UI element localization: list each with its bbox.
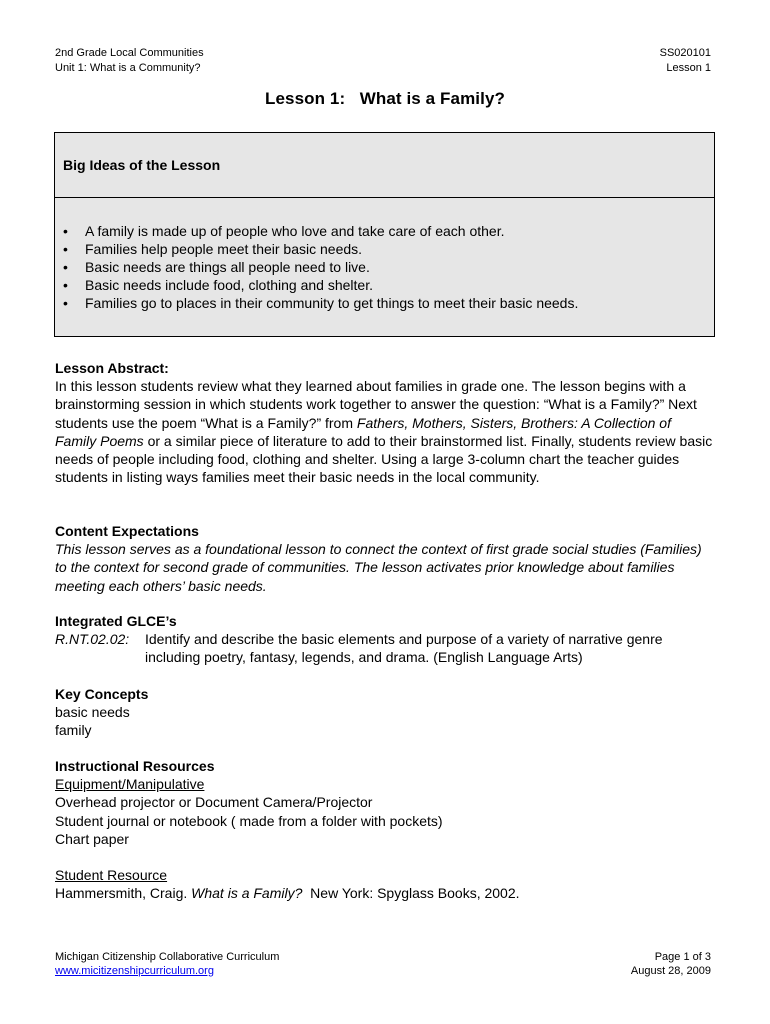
doc-code: SS020101 <box>659 47 711 59</box>
list-item: • A family is made up of people who love and take care of each other. <box>63 223 505 239</box>
equipment-heading: Equipment/Manipulative <box>55 776 205 793</box>
content-expectations-heading: Content Expectations <box>55 523 199 539</box>
unit-name: Unit 1: What is a Community? <box>55 62 201 74</box>
key-concepts-heading: Key Concepts <box>55 686 149 702</box>
abstract-text: In this lesson students review what they learned about families in grade one. The lesson begins with a brainstorming session in which students work together to answer the question: “What is a Family?” Next students use the poem “What is a Family?” from Fathers, Mothers, Sisters, Brothers: A Collection of Family Poems or a similar piece of literature to add to their brainstormed list. Finally, students review basic needs of people including food, clothing and shelter. Using a large 3-column chart the teacher guides students in listing ways families meet their basic needs in the local community. <box>55 378 713 486</box>
bullet-icon: • <box>63 277 68 293</box>
glce-code: R.NT.02.02: <box>55 631 130 648</box>
doc-footer-left <box>55 950 279 978</box>
instructional-resources-section <box>55 757 715 902</box>
bullet-icon: • <box>63 259 68 275</box>
big-ideas-heading: Big Ideas of the Lesson <box>55 133 714 198</box>
bullet-icon: • <box>63 223 68 239</box>
list-item: • Basic needs are things all people need to live. <box>63 259 370 275</box>
page-title: Lesson 1: What is a Family? <box>264 89 505 108</box>
student-resource-citation: Hammersmith, Craig. What is a Family? New York: Spyglass Books, 2002. <box>55 885 520 902</box>
lesson-number: Lesson 1 <box>666 62 711 74</box>
list-item: basic needs <box>55 704 130 721</box>
list-item: Overhead projector or Document Camera/Projector <box>55 794 373 811</box>
big-ideas-box <box>54 132 715 337</box>
list-item: family <box>55 722 92 739</box>
doc-footer-right <box>631 950 711 978</box>
book-title: Fathers, Mothers, Sisters, Brothers: A Collection of Family Poems <box>55 414 671 449</box>
list-item: Student journal or notebook ( made from a folder with pockets) <box>55 812 443 829</box>
list-item: • Families go to places in their community to get things to meet their basic needs. <box>63 295 579 311</box>
book-title: What is a Family? <box>191 885 303 902</box>
glce-text: Identify and describe the basic elements and purpose of a variety of narrative genre including poetry, fantasy, legends, and drama. (English Language Arts) <box>145 631 663 666</box>
list-item: • Basic needs include food, clothing and shelter. <box>63 277 373 293</box>
doc-header-left <box>55 46 204 76</box>
doc-header-right <box>660 46 711 76</box>
curriculum-link[interactable]: www.micitizenshipcurriculum.org <box>55 965 214 977</box>
course-name: 2nd Grade Local Communities <box>55 47 204 59</box>
key-concepts-section <box>55 685 715 740</box>
lesson-abstract-section <box>55 359 715 486</box>
doc-date: August 28, 2009 <box>630 965 711 977</box>
lesson-abstract-heading: Lesson Abstract: <box>55 360 169 376</box>
page-number: Page 1 of 3 <box>654 951 711 963</box>
instructional-resources-heading: Instructional Resources <box>55 758 215 774</box>
content-expectations-text: This lesson serves as a foundational lesson to connect the context of first grade social studies (Families) to the context for second grade of communities. The lesson activates prior knowledge about families meeting each others’ basic needs. <box>55 541 702 594</box>
list-item: Chart paper <box>55 830 129 847</box>
big-ideas-list <box>55 198 714 336</box>
student-resource-heading: Student Resource <box>55 867 168 884</box>
bullet-icon: • <box>63 295 68 311</box>
glce-row <box>55 630 715 666</box>
content-expectations-section <box>55 522 715 595</box>
bullet-icon: • <box>63 241 68 257</box>
curriculum-name: Michigan Citizenship Collaborative Curriculum <box>55 951 280 963</box>
list-item: • Families help people meet their basic needs. <box>63 241 363 257</box>
glce-section <box>55 612 715 667</box>
glce-heading: Integrated GLCE’s <box>55 613 177 629</box>
